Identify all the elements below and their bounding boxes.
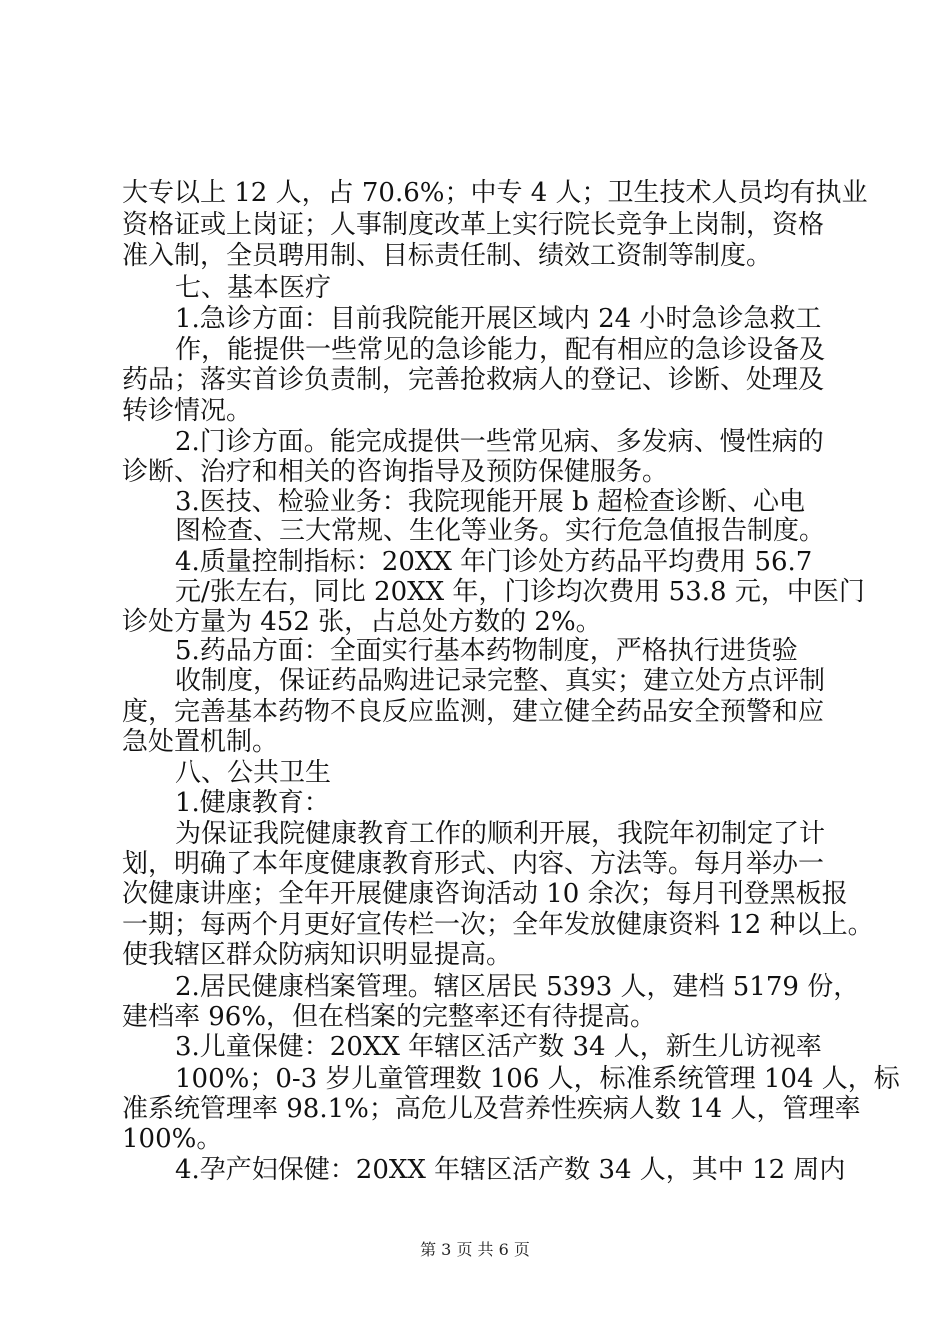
text-line: 一期；每两个月更好宣传栏一次；全年发放健康资料 12 种以上。 [122,910,874,940]
text-line: 4.孕产妇保健：20XX 年辖区活产数 34 人，其中 12 周内 [175,1155,846,1185]
text-line: 药品；落实首诊负责制，完善抢救病人的登记、诊断、处理及 [122,365,825,395]
text-line: 准系统管理率 98.1%；高危儿及营养性疾病人数 14 人，管理率 [122,1094,861,1124]
text-line: 转诊情况。 [122,396,253,426]
section-heading: 八、公共卫生 [175,758,332,788]
text-line: 2.门诊方面。能完成提供一些常见病、多发病、慢性病的 [175,427,824,457]
text-line: 次健康讲座；全年开展健康咨询活动 10 余次；每月刊登黑板报 [122,879,848,909]
text-line: 3.儿童保健：20XX 年辖区活产数 34 人，新生儿访视率 [175,1032,822,1062]
text-line: 资格证或上岗证；人事制度改革上实行院长竞争上岗制，资格 [122,210,825,240]
text-line: 度，完善基本药物不良反应监测，建立健全药品安全预警和应 [122,697,825,727]
page-number-footer: 第 3 页 共 6 页 [420,1240,530,1259]
text-line: 收制度，保证药品购进记录完整、真实；建立处方点评制 [175,666,826,696]
section-heading: 七、基本医疗 [175,273,332,303]
text-line: 100%；0-3 岁儿童管理数 106 人，标准系统管理 104 人，标 [175,1064,900,1094]
text-line: 图检查、三大常规、生化等业务。实行危急值报告制度。 [175,516,826,546]
text-line: 元/张左右，同比 20XX 年，门诊均次费用 53.8 元，中医门 [175,577,865,607]
text-line: 准入制，全员聘用制、目标责任制、绩效工资制等制度。 [122,241,773,271]
text-line: 2.居民健康档案管理。辖区居民 5393 人，建档 5179 份， [175,972,860,1002]
text-line: 急处置机制。 [122,727,279,757]
text-line: 建档率 96%，但在档案的完整率还有待提高。 [122,1002,657,1032]
text-line: 3.医技、检验业务：我院现能开展 b 超检查诊断、心电 [175,487,805,517]
text-line: 作，能提供一些常见的急诊能力，配有相应的急诊设备及 [175,335,826,365]
text-line: 4.质量控制指标：20XX 年门诊处方药品平均费用 56.7 [175,547,813,577]
text-line: 诊断、治疗和相关的咨询指导及预防保健服务。 [122,457,669,487]
text-line: 划，明确了本年度健康教育形式、内容、方法等。每月举办一 [122,849,825,879]
text-line: 1.急诊方面：目前我院能开展区域内 24 小时急诊急救工 [175,304,822,334]
text-line: 大专以上 12 人，占 70.6%；中专 4 人；卫生技术人员均有执业 [122,178,868,208]
text-line: 5.药品方面：全面实行基本药物制度，严格执行进货验 [175,636,798,666]
subsection-heading: 1.健康教育： [175,788,330,818]
text-line: 100%。 [122,1124,223,1154]
text-line: 使我辖区群众防病知识明显提高。 [122,940,513,970]
text-line: 为保证我院健康教育工作的顺利开展，我院年初制定了计 [175,819,826,849]
text-line: 诊处方量为 452 张，占总处方数的 2%。 [122,607,602,637]
